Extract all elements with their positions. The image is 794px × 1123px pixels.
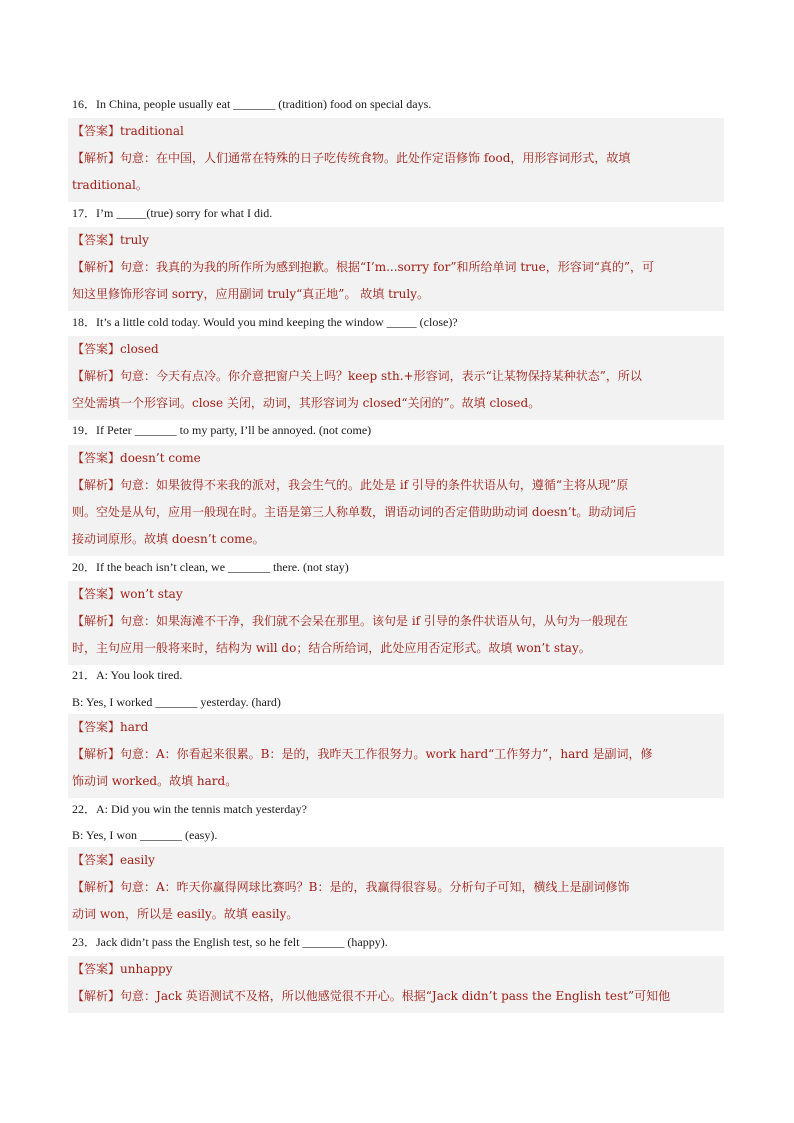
analysis-line: [72, 477, 628, 493]
analysis-text: 句意：我真的为我的所作所为感到抱歉。根据“I’m...sorry for”和所给单词 true，形容词“真的”，可: [120, 260, 654, 274]
answer-value: truly: [120, 233, 149, 247]
answer-tag: 【答案】: [72, 587, 121, 601]
answer-value: doesn’t come: [120, 451, 201, 465]
analysis-text: 句意：A：昨天你赢得网球比赛吗？B：是的，我赢得很容易。分析句子可知，横线上是副词修饰: [120, 880, 630, 894]
analysis-tag: 【解析】: [72, 747, 121, 761]
analysis-tag: 【解析】: [72, 151, 121, 165]
question-stem: 18．It’s a little cold today. Would you mind keeping the window _____ (close)?: [72, 315, 458, 329]
analysis-text: 句意：在中国，人们通常在特殊的日子吃传统食物。此处作定语修饰 food，用形容词形式，故填: [120, 151, 631, 165]
answer-line: [72, 852, 155, 868]
answer-tag: 【答案】: [72, 124, 121, 138]
analysis-text: 接动词原形。故填 doesn’t come。: [72, 532, 265, 546]
analysis-tag: 【解析】: [72, 989, 121, 1003]
question-stem: 21．A: You look tired.: [72, 668, 183, 682]
answer-tag: 【答案】: [72, 720, 121, 734]
analysis-text: 知这里修饰形容词 sorry，应用副词 truly“真正地”。 故填 truly。: [72, 287, 429, 301]
answer-line: [72, 719, 148, 735]
answer-line: [72, 586, 183, 602]
analysis-line: [72, 395, 540, 411]
analysis-line: [72, 640, 591, 656]
answer-tag: 【答案】: [72, 853, 121, 867]
analysis-line: [72, 988, 670, 1004]
analysis-line: [72, 906, 298, 922]
answer-tag: 【答案】: [72, 962, 121, 976]
analysis-line: [72, 177, 148, 193]
analysis-tag: 【解析】: [72, 369, 121, 383]
answer-value: unhappy: [120, 962, 173, 976]
question-stem: 23．Jack didn’t pass the English test, so he felt _______ (happy).: [72, 935, 388, 949]
analysis-text: 句意：如果海滩不干净，我们就不会呆在那里。该句是 if 引导的条件状语从句，从句为一般现在: [120, 614, 628, 628]
answer-value: hard: [120, 720, 149, 734]
analysis-text: 饰动词 worked。故填 hard。: [72, 774, 238, 788]
analysis-tag: 【解析】: [72, 614, 121, 628]
answer-line: [72, 961, 173, 977]
answer-line: [72, 123, 184, 139]
answer-line: [72, 341, 159, 357]
question-stem: 22．A: Did you win the tennis match yesterday?: [72, 802, 307, 816]
analysis-line: [72, 368, 642, 384]
answer-value: closed: [120, 342, 159, 356]
answer-value: won’t stay: [120, 587, 183, 601]
question-stem: B: Yes, I won _______ (easy).: [72, 828, 218, 842]
answer-value: easily: [120, 853, 155, 867]
analysis-text: traditional。: [72, 178, 148, 192]
answer-value: traditional: [120, 124, 184, 138]
answer-line: [72, 232, 149, 248]
question-stem: 16．In China, people usually eat _______ (tradition) food on special days.: [72, 97, 432, 111]
analysis-line: [72, 286, 429, 302]
analysis-text: 句意：如果彼得不来我的派对，我会生气的。此处是 if 引导的条件状语从句，遵循“主将从现”原: [120, 478, 629, 492]
analysis-text: 句意：Jack 英语测试不及格，所以他感觉很不开心。根据“Jack didn’t pass the English test”可知他: [120, 989, 671, 1003]
analysis-text: 空处需填一个形容词。close 关闭，动词，其形容词为 closed“关闭的”。故填 closed。: [72, 396, 541, 410]
answer-line: [72, 450, 201, 466]
analysis-line: [72, 259, 654, 275]
analysis-tag: 【解析】: [72, 880, 121, 894]
analysis-tag: 【解析】: [72, 260, 121, 274]
answer-tag: 【答案】: [72, 451, 121, 465]
analysis-tag: 【解析】: [72, 478, 121, 492]
analysis-line: [72, 879, 630, 895]
analysis-text: 动词 won，所以是 easily。故填 easily。: [72, 907, 299, 921]
analysis-text: 句意：A：你看起来很累。B：是的，我昨天工作很努力。work hard“工作努力”，hard 是副词，修: [120, 747, 653, 761]
question-stem: 19．If Peter _______ to my party, I’ll be annoyed. (not come): [72, 423, 372, 437]
analysis-text: 句意：今天有点冷。你介意把窗户关上吗？keep sth.+形容词，表示“让某物保持某种状态”，所以: [120, 369, 642, 383]
analysis-line: [72, 773, 237, 789]
analysis-line: [72, 746, 653, 762]
analysis-line: [72, 531, 265, 547]
question-stem: B: Yes, I worked _______ yesterday. (hard): [72, 695, 281, 709]
analysis-line: [72, 504, 636, 520]
question-stem: 17．I’m _____(true) sorry for what I did.: [72, 206, 273, 220]
analysis-text: 则。空处是从句，应用一般现在时。主语是第三人称单数，谓语动词的否定借助助动词 doesn’t。助动词后: [72, 505, 637, 519]
analysis-text: 时，主句应用一般将来时，结构为 will do；结合所给词，此处应用否定形式。故填 won’t stay。: [72, 641, 591, 655]
answer-tag: 【答案】: [72, 233, 121, 247]
answer-tag: 【答案】: [72, 342, 121, 356]
analysis-line: [72, 613, 628, 629]
analysis-line: [72, 150, 630, 166]
question-stem: 20．If the beach isn’t clean, we _______ there. (not stay): [72, 560, 349, 574]
